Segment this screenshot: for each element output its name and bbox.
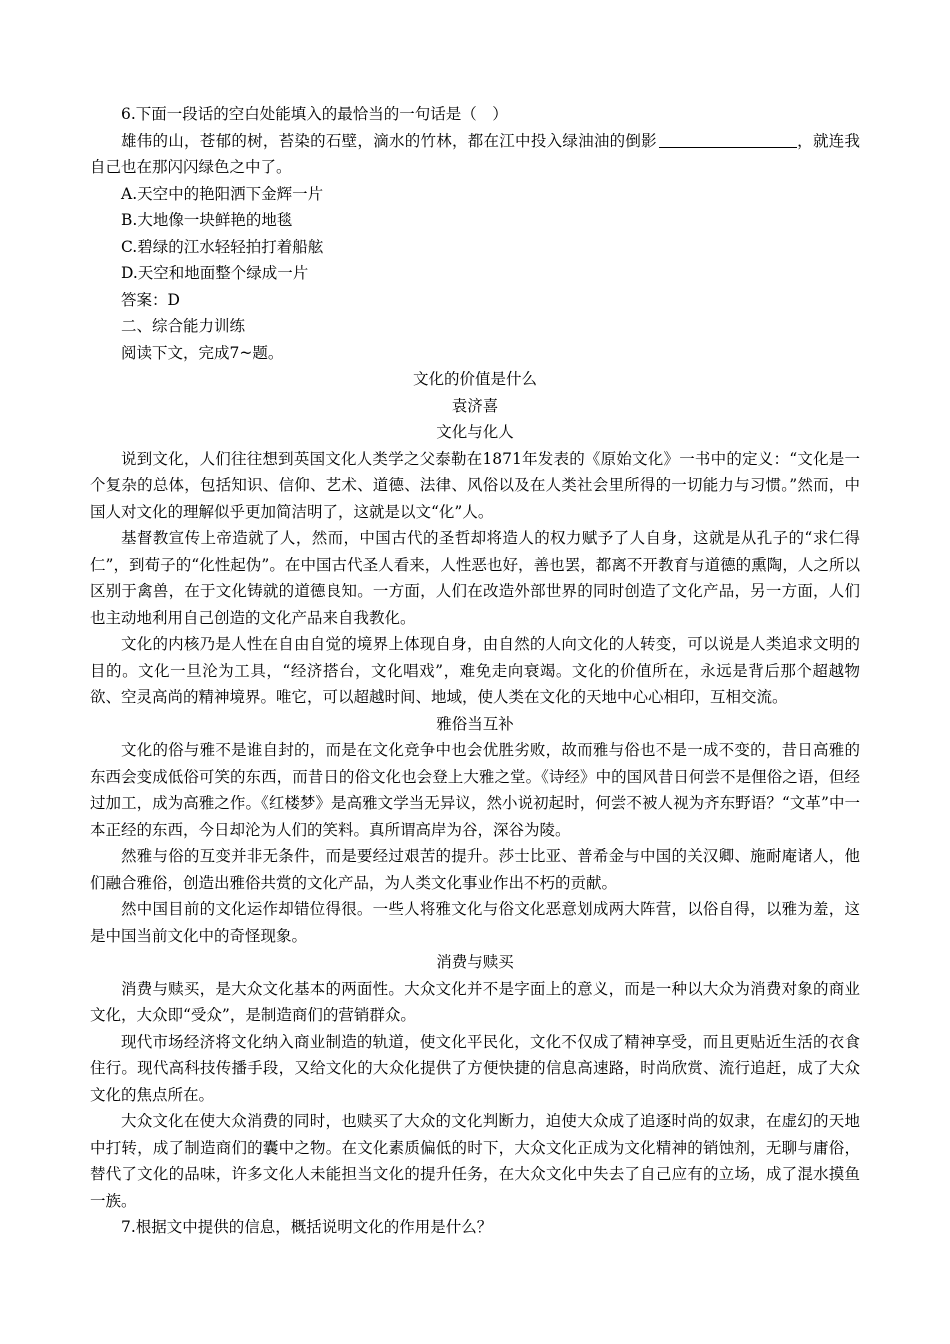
passage-after-blank: ，就连我自己也在那闪闪绿色之中了。 (90, 131, 860, 176)
article-title: 文化的价值是什么 (412, 370, 537, 388)
question-6-answer: 答案：D (121, 290, 180, 309)
question-6-stem: 6.下面一段话的空白处能填入的最恰当的一句话是（ ） (121, 105, 508, 123)
article-author: 袁济喜 (451, 396, 499, 415)
article-paragraph: 现代市场经济将文化纳入商业制造的轨道，使文化平民化，文化不仅成了精神享受，而且更贴近生活的衣食住行。现代高科技传播手段，又给文化的大众化提供了方便快捷的信息高速路，时尚欣赏、流行追赶，成了大众文化的焦点所在。 (90, 1032, 860, 1104)
fill-in-blank (659, 132, 797, 148)
article-paragraph: 文化的内核乃是人性在自由自觉的境界上体现自身，由自然的人向文化的人转变，可以说是人类追求文明的目的。文化一旦沦为工具，“经济搭台，文化唱戏”，难免走向衰竭。文化的价值所在，永远是背后那个超越物欲、空灵高尚的精神境界。唯它，可以超越时间、地域，使人类在文化的天地中心心相印，互相交流。 (90, 635, 860, 706)
reading-instruction: 阅读下文，完成7~题。 (121, 343, 284, 362)
passage-before-blank: 雄伟的山，苍郁的树，苔染的石壁，滴水的竹林，都在江中投入绿油油的倒影 (121, 131, 657, 150)
article-paragraph: 说到文化，人们往往想到英国文化人类学之父泰勒在1871年发表的《原始文化》一书中的定义：“文化是一个复杂的总体，包括知识、信仰、艺术、道德、法律、风俗以及在人类社会里所得的一切能力与习惯。”然而，中国人对文化的理解似乎更加简洁明了，这就是以文“化”人。 (90, 449, 860, 521)
option-d: D.天空和地面整个绿成一片 (121, 264, 309, 282)
document-page (90, 101, 860, 1241)
section-subtitle: 消费与赎买 (436, 953, 514, 971)
article-paragraph: 基督教宣传上帝造就了人，然而，中国古代的圣哲却将造人的权力赋予了人自身，这就是从孔子的“求仁得仁”，到荀子的“化性起伪”。在中国古代圣人看来，人性恶也好，善也罢，都离不开教育与道德的熏陶，人之所以区别于禽兽，在于文化铸就的道德良知。一方面，人们在改造外部世界的同时创造了文化产品，另一方面，人们也主动地利用自己创造的文化产品来自我教化。 (90, 529, 860, 627)
article-paragraph: 然中国目前的文化运作却错位得很。一些人将雅文化与俗文化恶意划成两大阵营，以俗自得，以雅为羞，这是中国当前文化中的奇怪现象。 (90, 900, 860, 945)
section-2-heading: 二、综合能力训练 (121, 317, 246, 335)
question-6-passage (90, 128, 860, 181)
article-paragraph: 消费与赎买，是大众文化基本的两面性。大众文化并不是字面上的意义，而是一种以大众为消费对象的商业文化，大众即“受众”，是制造商们的营销群众。 (90, 979, 860, 1024)
article-paragraph: 然雅与俗的互变并非无条件，而是要经过艰苦的提升。莎士比亚、普希金与中国的关汉卿、施耐庵诸人，他们融合雅俗，创造出雅俗共赏的文化产品，为人类文化事业作出不朽的贡献。 (90, 847, 860, 892)
article-paragraph: 大众文化在使大众消费的同时，也赎买了大众的文化判断力，迫使大众成了追逐时尚的奴隶，在虚幻的天地中打转，成了制造商们的囊中之物。在文化素质偏低的时下，大众文化正成为文化精神的销蚀剂，无聊与庸俗，替代了文化的品味，许多文化人未能担当文化的提升任务，在大众文化中失去了自己应有的立场，成了混水摸鱼一族。 (90, 1112, 860, 1210)
question-7-stem: 7.根据文中提供的信息，概括说明文化的作用是什么？ (121, 1218, 493, 1236)
section-subtitle: 文化与化人 (436, 423, 514, 441)
option-c: C.碧绿的江水轻轻拍打着船舷 (121, 237, 324, 256)
option-b: B.大地像一块鲜艳的地毯 (121, 211, 293, 229)
article-paragraph: 文化的俗与雅不是谁自封的，而是在文化竞争中也会优胜劣败，故而雅与俗也不是一成不变的，昔日高雅的东西会变成低俗可笑的东西，而昔日的俗文化也会登上大雅之堂。《诗经》中的国风昔日何尝不是俚俗之语，但经过加工，成为高雅之作。《红楼梦》是高雅文学当无异议，然小说初起时，何尝不被人视为齐东野语？“文革”中一本正经的东西，今日却沦为人们的笑料。真所谓高岸为谷，深谷为陵。 (90, 741, 860, 839)
option-a: A.天空中的艳阳洒下金辉一片 (121, 184, 324, 203)
section-subtitle: 雅俗当互补 (436, 714, 514, 733)
